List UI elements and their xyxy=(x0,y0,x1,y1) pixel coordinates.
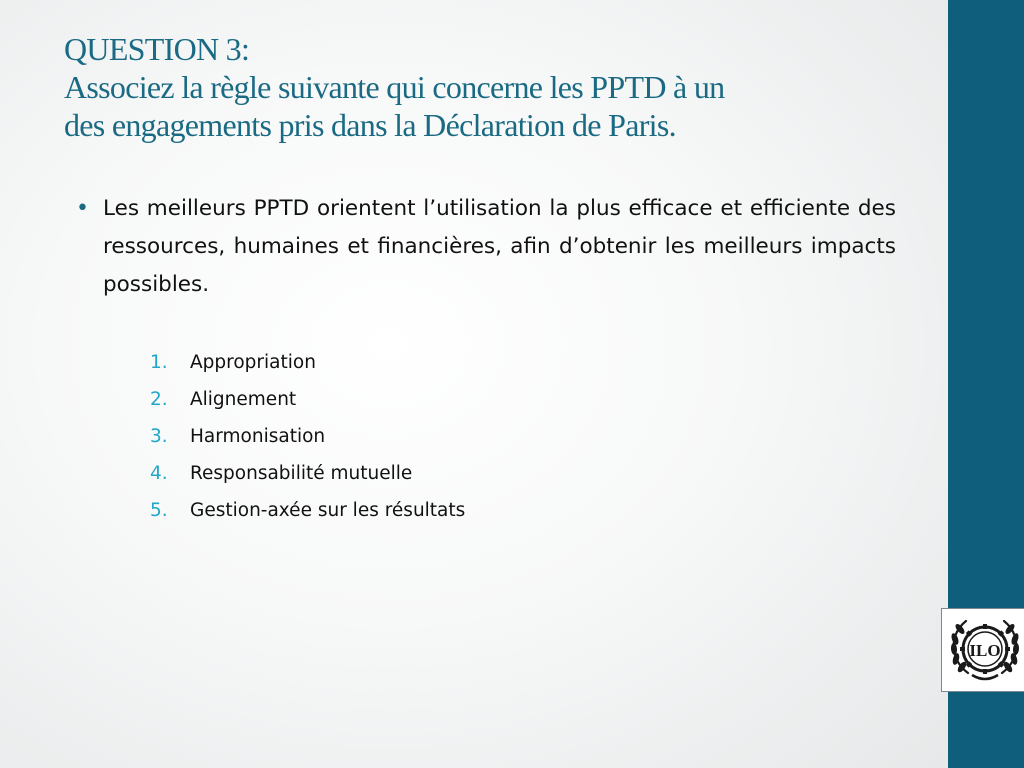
title-line-question: QUESTION 3: xyxy=(64,31,250,67)
title-line-instruction-1: Associez la règle suivante qui concerne les PPTD à un xyxy=(64,69,725,105)
answer-options-list xyxy=(150,346,650,531)
slide-title xyxy=(64,30,924,144)
option-number: 2. xyxy=(150,389,168,410)
option-label: Harmonisation xyxy=(190,426,326,447)
logo-text: ILO xyxy=(969,641,1001,660)
option-label: Alignement xyxy=(190,389,297,410)
rule-text: Les meilleurs PPTD orientent l’utilisation la plus efficace et efficiente des ressources, humaines et financières, afin d’obtenir les meilleurs impacts possibles. xyxy=(103,196,896,297)
option-label: Responsabilité mutuelle xyxy=(190,463,413,484)
rule-bullet xyxy=(76,190,896,304)
answer-option xyxy=(150,494,650,531)
answer-option xyxy=(150,420,650,457)
option-number: 1. xyxy=(150,352,168,373)
answer-option xyxy=(150,346,650,383)
option-number: 3. xyxy=(150,426,168,447)
option-label: Gestion-axée sur les résultats xyxy=(190,500,466,521)
answer-option xyxy=(150,383,650,420)
answer-option xyxy=(150,457,650,494)
ilo-emblem-icon xyxy=(942,609,1024,691)
ilo-logo xyxy=(941,608,1024,692)
option-label: Appropriation xyxy=(190,352,316,373)
option-number: 5. xyxy=(150,500,168,521)
option-number: 4. xyxy=(150,463,168,484)
title-line-instruction-2: des engagements pris dans la Déclaration de Paris. xyxy=(64,107,676,143)
bullet-icon: • xyxy=(76,196,89,221)
